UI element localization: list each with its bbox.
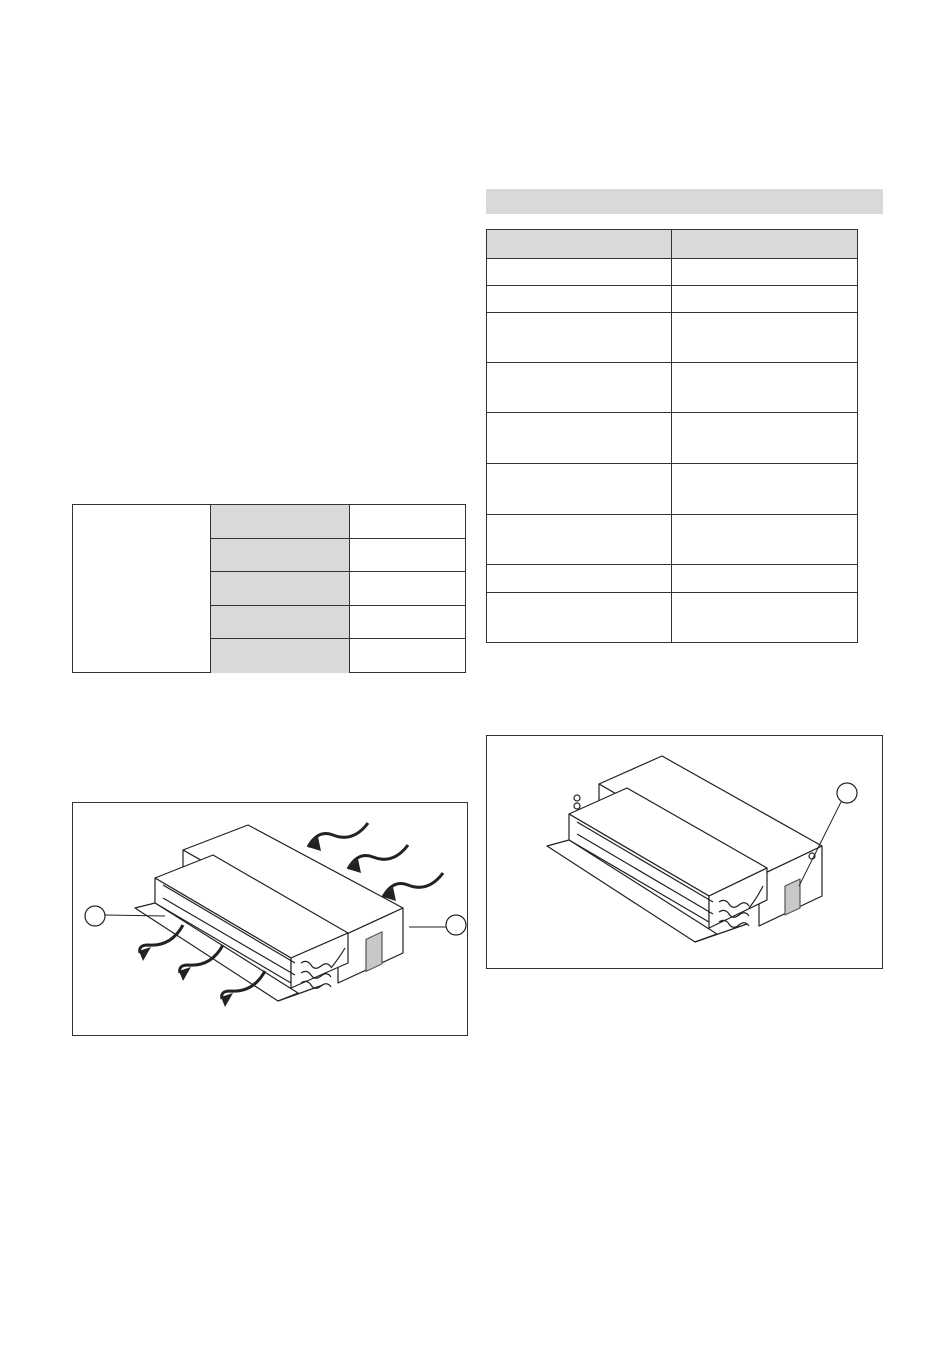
section-header-bar: [486, 189, 883, 214]
table-cell: [672, 565, 857, 592]
spec-table-small: [72, 504, 466, 673]
table-row: [487, 515, 857, 565]
callout-circle: [837, 783, 857, 803]
table-row: [487, 363, 857, 413]
table-row: [211, 539, 466, 573]
table-cell-value: [350, 505, 466, 538]
table-cell: [487, 593, 672, 642]
table-row-group-label: [73, 505, 211, 672]
table-cell-value: [350, 539, 466, 572]
table-row: [487, 565, 857, 593]
table-cell: [672, 593, 857, 642]
table-cell-value: [350, 572, 466, 605]
table-header-cell: [672, 230, 857, 258]
table-header-row: [487, 230, 857, 259]
table-cell-label: [211, 572, 350, 605]
table-cell: [672, 259, 857, 285]
table-cell-label: [211, 606, 350, 639]
table-header-cell: [487, 230, 672, 258]
table-row: [211, 572, 466, 606]
table-cell-label: [211, 539, 350, 572]
table-cell-value: [350, 606, 466, 639]
table-cell: [487, 313, 672, 362]
table-cell-label: [211, 639, 350, 673]
table-row: [487, 593, 857, 642]
table-cell: [672, 363, 857, 412]
table-row: [487, 259, 857, 286]
airflow-figure: [72, 802, 468, 1036]
table-cell-value: [350, 639, 466, 673]
table-cell: [487, 413, 672, 463]
table-row: [487, 413, 857, 464]
table-row: [487, 286, 857, 313]
table-cell: [672, 515, 857, 564]
table-row: [211, 639, 466, 673]
table-cell: [487, 464, 672, 514]
table-row: [487, 464, 857, 515]
table-cell: [487, 363, 672, 412]
table-cell: [487, 515, 672, 564]
table-cell: [487, 259, 672, 285]
table-row: [211, 505, 466, 539]
table-cell: [672, 286, 857, 312]
callout-circle: [446, 915, 466, 935]
table-cell-label: [211, 505, 350, 538]
table-cell: [487, 565, 672, 592]
table-cell: [672, 464, 857, 514]
table-cell: [672, 413, 857, 463]
table-cell: [672, 313, 857, 362]
table-cell: [487, 286, 672, 312]
callout-circle: [85, 906, 105, 926]
installed-unit-figure: [486, 735, 883, 969]
table-row: [211, 606, 466, 640]
fan-coil-unit-airflow-drawing: [73, 803, 467, 1035]
table-row: [487, 313, 857, 363]
fan-coil-unit-drawing: [487, 736, 882, 968]
spec-table: [486, 229, 858, 643]
